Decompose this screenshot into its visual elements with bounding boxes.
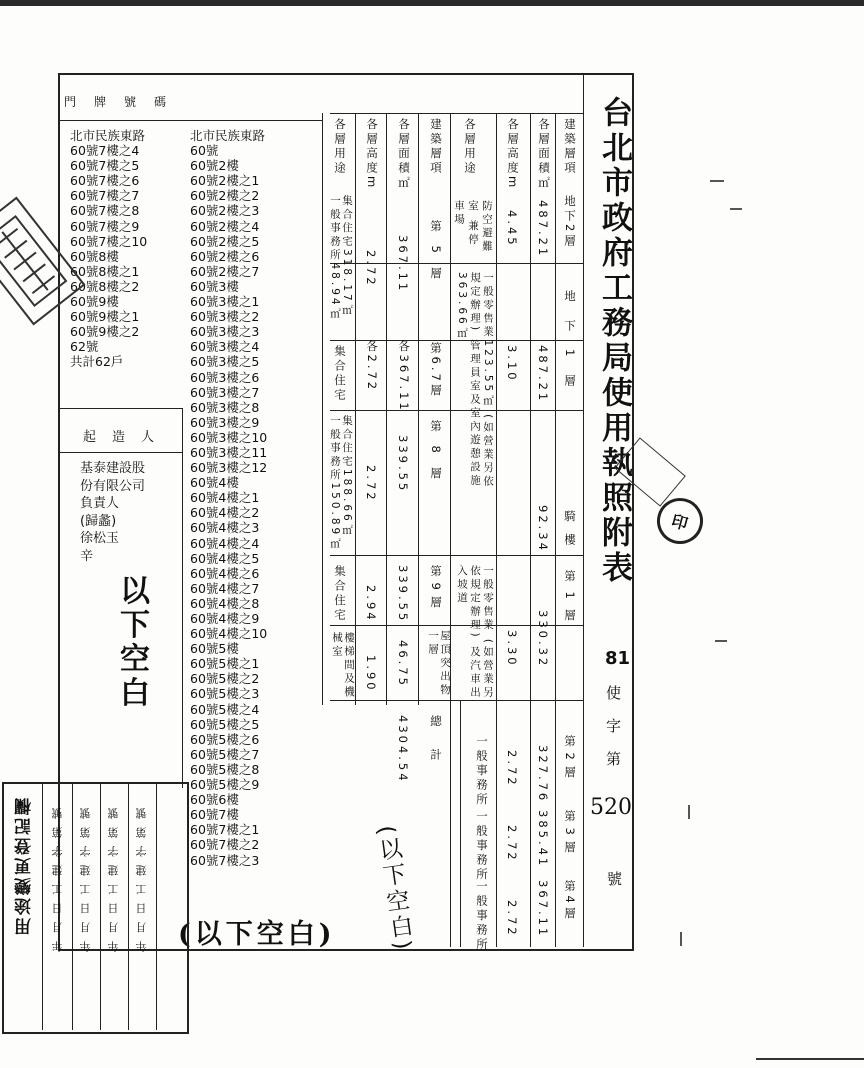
address-item: 北市民族東路	[70, 128, 146, 143]
scan-mark	[710, 180, 724, 182]
address-item: 60號4樓之5	[190, 550, 260, 566]
address-item: 60號8樓之1	[70, 263, 140, 279]
cell-use: 一般事務所	[475, 735, 489, 808]
address-item: 共計62戶	[70, 354, 124, 370]
address-item: 60號7樓	[190, 807, 239, 823]
issuer-border	[182, 408, 183, 788]
address-item: 60號2樓之3	[190, 203, 260, 219]
issuer-rule	[58, 452, 182, 453]
address-item: 60號3樓之2	[190, 309, 260, 325]
cell-layer: 地下2層	[563, 195, 577, 249]
record-entry: 年月日工建字第號	[135, 800, 148, 952]
address-item: 60號7樓之1	[190, 822, 260, 838]
header-use: 各層用途	[463, 118, 477, 176]
cell-layer: 地下1層	[563, 290, 577, 404]
address-item: 60號5樓之8	[190, 761, 260, 777]
lower-cell-area: 46.75	[396, 640, 410, 688]
address-header: 門牌號碼	[64, 95, 185, 109]
address-item: 60號7樓之6	[70, 173, 140, 189]
address-item: 60號3樓之4	[190, 339, 260, 355]
address-header-rule	[58, 120, 322, 121]
issuer-line: 辛	[80, 548, 94, 564]
lower-cell-area: 各367.11	[397, 340, 411, 413]
cell-height: 3.30	[505, 630, 519, 668]
address-item: 60號4樓之1	[190, 490, 260, 506]
issuer-line: 負責人	[80, 496, 120, 511]
cell-height: 2.72	[505, 900, 519, 938]
record-rule	[128, 782, 129, 1030]
record-entry: 年月日工建字第號	[79, 800, 92, 952]
lower-cell-area: 339.55	[396, 565, 410, 624]
address-item: 60號4樓之4	[190, 535, 260, 551]
cell-height: 4.45	[505, 210, 519, 248]
cell-area: 385.41	[536, 810, 550, 869]
address-item: 60號2樓之2	[190, 188, 260, 204]
issuer-header: 起造人	[83, 430, 171, 445]
issuer-line: 份有限公司	[80, 478, 146, 494]
lower-cell-height: 2.94	[364, 585, 378, 623]
cell-area: 367.11	[536, 880, 550, 939]
record-entry: 年月日工建字第號	[51, 800, 64, 952]
address-item: 60號3樓之8	[190, 399, 260, 415]
cell-area: 92.34	[536, 505, 550, 553]
address-item: 60號9樓之2	[70, 324, 140, 340]
address-item: 60號7樓之8	[70, 203, 140, 219]
form-title: 台北市政府工務局使用執照附表	[596, 96, 632, 586]
cell-area: 487.21	[536, 200, 550, 259]
lower-cell-height: 2.72	[364, 465, 378, 503]
lower-cell-area: 367.11	[396, 235, 410, 294]
lower-cell-area: 4304.54	[396, 715, 410, 784]
address-list-1	[70, 128, 147, 370]
lower-cell-layer: 第6.7層	[429, 342, 443, 399]
address-item: 60號9樓之1	[70, 309, 140, 325]
address-item: 60號4樓之2	[190, 505, 260, 521]
address-item: 60號7樓之5	[70, 158, 140, 174]
address-item: 60號5樓之7	[190, 746, 260, 762]
record-entry: 年月日工建字第號	[107, 800, 120, 952]
address-item: 60號4樓之3	[190, 520, 260, 536]
address-item: 60號7樓之3	[190, 852, 260, 868]
address-item: 60號5樓之4	[190, 701, 260, 717]
address-item: 60號7樓之10	[70, 233, 148, 249]
lower-cell-height: 1.90	[364, 655, 378, 693]
table-col-line	[450, 113, 451, 947]
permit-suffix: 號	[607, 870, 623, 888]
cell-area: 487.21	[536, 345, 550, 404]
blank-mark-right: (以下空白)	[372, 823, 416, 955]
address-item: 60號4樓之9	[190, 611, 260, 626]
table-rule	[330, 700, 583, 701]
cell-height: 2.72	[505, 825, 519, 863]
address-list-2	[190, 128, 267, 868]
table-col-line	[418, 113, 419, 705]
address-item: 60號2樓之7	[190, 263, 260, 279]
address-item: 60號8樓	[70, 248, 119, 264]
address-item: 60號5樓之9	[190, 777, 260, 793]
address-item: 62號	[70, 339, 99, 355]
table-col-line	[460, 700, 461, 947]
cell-use: 一般事務所	[475, 810, 489, 883]
address-item: 60號2樓	[190, 158, 239, 174]
address-item: 60號2樓之4	[190, 218, 260, 234]
address-item: 60號4樓之8	[190, 595, 260, 611]
header-layer: 建築層項	[563, 118, 577, 176]
address-item: 60號5樓之5	[190, 716, 260, 732]
address-item: 60號6樓	[190, 792, 239, 808]
table-col-line	[496, 113, 497, 947]
address-item: 60號3樓	[190, 278, 239, 294]
cell-area: 327.76	[536, 745, 550, 804]
lower-header-area: 各層面積㎡	[397, 118, 411, 191]
address-item: 60號7樓之4	[70, 143, 140, 159]
header-area: 各層面積㎡	[537, 118, 551, 191]
lower-cell-use: 集合住宅	[333, 345, 347, 403]
cell-use: 一般零售業 (如營業另依規定辦理) 及汽車出入坡道	[456, 565, 494, 700]
cell-area: 330.32	[536, 610, 550, 669]
lower-cell-layer: 第5層	[429, 220, 443, 293]
address-item: 60號9樓	[70, 294, 119, 310]
cell-height: 2.72	[505, 750, 519, 788]
seal-stamp-right: 印	[652, 493, 708, 549]
address-item: 60號5樓之6	[190, 731, 260, 747]
address-item: 60號3樓之12	[190, 460, 268, 476]
address-item: 60號5樓之2	[190, 671, 260, 687]
scan-mark	[715, 640, 727, 642]
blank-mark-left: 以下空白	[120, 574, 150, 711]
address-item: 60號8樓之2	[70, 278, 140, 294]
issuer-lines	[80, 460, 145, 565]
address-item: 60號3樓之11	[190, 444, 268, 460]
address-item: 北市民族東路	[190, 128, 266, 143]
cell-use: 一般零售業123.55㎡ (如營業另依規定辦理) 管理員室及室內遊憩設施363.66㎡	[456, 272, 494, 489]
cell-layer: 第1層	[563, 570, 577, 631]
address-item: 60號2樓之5	[190, 233, 260, 249]
address-item: 60號4樓之6	[190, 565, 260, 581]
record-rule	[42, 782, 43, 1030]
lower-cell-use: 集合住宅188.66㎡ 一般事務所150.89㎡	[329, 415, 353, 551]
scan-mark	[756, 1058, 864, 1060]
scan-mark	[730, 208, 742, 210]
lower-cell-height: 各2.72	[365, 340, 379, 393]
table-col-line	[555, 113, 556, 947]
issuer-rule	[58, 408, 182, 409]
table-rule	[330, 113, 583, 114]
address-item: 60號7樓之2	[190, 837, 260, 853]
address-item: 60號7樓之7	[70, 188, 140, 204]
address-item: 60號3樓之6	[190, 369, 260, 385]
permit-number: 520	[590, 795, 632, 820]
address-item: 60號2樓之6	[190, 248, 260, 264]
lower-cell-use: 集合住宅	[333, 565, 347, 623]
address-item: 60號5樓之1	[190, 656, 260, 672]
lower-cell-layer: 屋頂突出物一層	[427, 630, 451, 698]
lower-header-layer: 建築層項	[429, 118, 443, 176]
cell-height: 3.10	[505, 345, 519, 383]
header-height: 各層高度m	[506, 118, 520, 191]
cell-layer: 第2層	[563, 735, 577, 784]
cell-layer: 第3層	[563, 810, 577, 859]
cell-use: 一般事務所	[475, 880, 489, 953]
address-item: 60號5樓之3	[190, 686, 260, 702]
address-item: 60號2樓之1	[190, 173, 260, 189]
permit-year: 81	[605, 648, 631, 669]
address-item: 60號3樓之10	[190, 429, 268, 445]
scan-edge	[0, 0, 864, 6]
record-title: 用途變更登記欄	[15, 795, 35, 935]
cell-use: 防空避難室 兼停車場	[453, 200, 493, 254]
issuer-line: 徐松玉	[80, 531, 120, 546]
permit-prefix: 使字第	[604, 685, 622, 784]
address-item: 60號4樓之7	[190, 580, 260, 596]
lower-cell-layer: 第8層	[429, 420, 443, 493]
lower-header-use: 各層用途	[333, 118, 347, 176]
cell-layer: 第4層	[563, 880, 577, 923]
lower-cell-area: 339.55	[396, 435, 410, 494]
table-col-line	[386, 113, 387, 705]
address-item: 60號3樓之7	[190, 384, 260, 400]
address-item: 60號7樓之9	[70, 218, 140, 234]
record-rule	[156, 782, 157, 1030]
address-item: 60號4樓	[190, 475, 239, 491]
lower-cell-height: 2.72	[364, 250, 378, 288]
cell-layer: 騎樓	[563, 510, 577, 557]
table-rule	[330, 555, 583, 556]
table-col-line	[530, 113, 531, 947]
table-col-line	[355, 113, 356, 705]
table-right-border	[583, 73, 584, 947]
scan-mark	[680, 932, 682, 946]
lower-cell-layer: 第9層	[429, 565, 443, 614]
issuer-line: (歸蠡)	[80, 513, 117, 529]
address-item: 60號	[190, 143, 219, 159]
lower-header-height: 各層高度m	[365, 118, 379, 191]
issuer-line: 基泰建設股	[80, 461, 146, 476]
record-rule	[72, 782, 73, 1030]
table-col-line	[322, 113, 323, 705]
lower-cell-layer: 總計	[429, 715, 443, 782]
lower-cell-use: 集合住宅318.17㎡ 一般事務所48.94㎡	[329, 195, 353, 322]
address-item: 60號4樓之10	[190, 626, 268, 642]
scan-mark	[688, 805, 690, 819]
address-item: 60號3樓之5	[190, 354, 260, 370]
address-item: 60號3樓之3	[190, 324, 260, 340]
blank-mark-bottom: (以下空白)	[178, 919, 336, 950]
record-rule	[100, 782, 101, 1030]
address-item: 60號5樓	[190, 641, 239, 657]
address-item: 60號3樓之9	[190, 414, 260, 430]
address-item: 60號3樓之1	[190, 294, 260, 310]
lower-cell-use: 樓梯間及機械室	[331, 632, 355, 700]
